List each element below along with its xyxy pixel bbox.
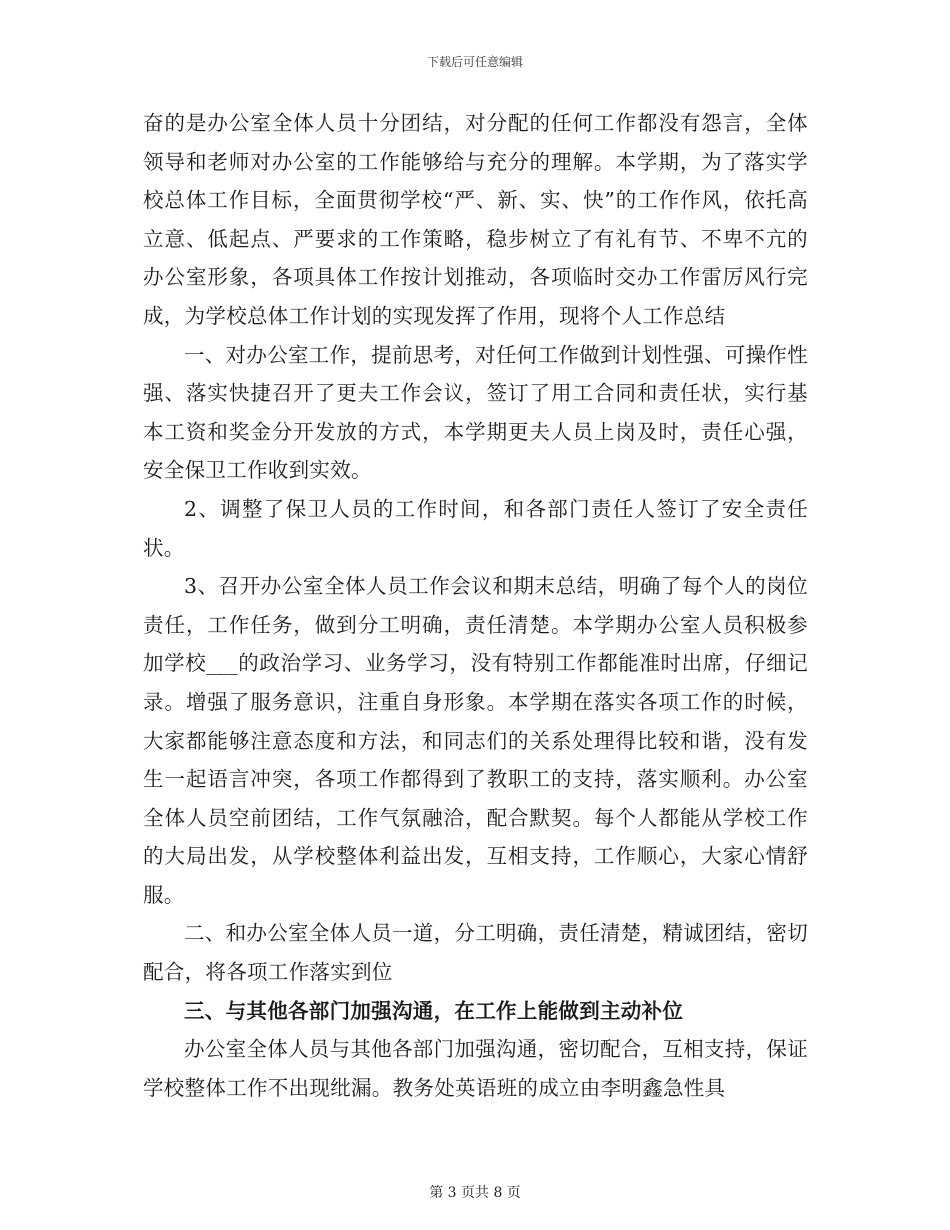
header-note: 下载后可任意编辑: [426, 55, 523, 69]
section-heading-three: 三、与其他各部门加强沟通，在工作上能做到主动补位: [184, 998, 684, 1023]
paragraph-section-three-body: 办公室全体人员与其他各部门加强沟通，密切配合，互相支持，保证学校整体工作不出现纰漏。教务处英语班的成立由李明鑫急性具: [143, 1037, 808, 1100]
paragraph-continuation: 奋的是办公室全体人员十分团结，对分配的任何工作都没有怨言，全体领导和老师对办公室的工作能够给与充分的理解。本学期，为了落实学校总体工作目标，全面贯彻学校“严、新、实、快”的工作作风，依托高立意、低起点、严要求的工作策略，稳步树立了有礼有节、不卑不亢的办公室形象，各项具体工作按计划推动，各项临时交办工作雷厉风行完成，为学校总体工作计划的实现发挥了作用，现将个人工作总结: [143, 111, 808, 328]
paragraph-item-three: 3、召开办公室全体人员工作会议和期末总结，明确了每个人的岗位责任，工作任务，做到分工明确，责任清楚。本学期办公室人员积极参加学校___的政治学习、业务学习，没有特别工作都能准时出席，仔细记录。增强了服务意识，注重自身形象。本学期在落实各项工作的时候，大家都能够注意态度和方法，和同志们的关系处理得比较和谐，没有发生一起语言冲突，各项工作都得到了教职工的支持，落实顺利。办公室全体人员空前团结，工作气氛融洽，配合默契。每个人都能从学校工作的大局出发，从学校整体利益出发，互相支持，工作顺心，大家心情舒服。: [143, 574, 808, 907]
paragraph-section-two: 二、和办公室全体人员一道，分工明确，责任清楚，精诚团结，密切配合，将各项工作落实到位: [143, 921, 808, 985]
page-number-footer: 第 3 页共 8 页: [429, 1185, 521, 1201]
paragraph-item-two: 2、调整了保卫人员的工作时间，和各部门责任人签订了安全责任状。: [143, 496, 808, 560]
document-body: [143, 104, 808, 1107]
paragraph-section-one: 一、对办公室工作，提前思考，对任何工作做到计划性强、可操作性强、落实快捷召开了更夫工作会议，签订了用工合同和责任状，实行基本工资和奖金分开发放的方式，本学期更夫人员上岗及时，责任心强，安全保卫工作收到实效。: [143, 342, 808, 483]
